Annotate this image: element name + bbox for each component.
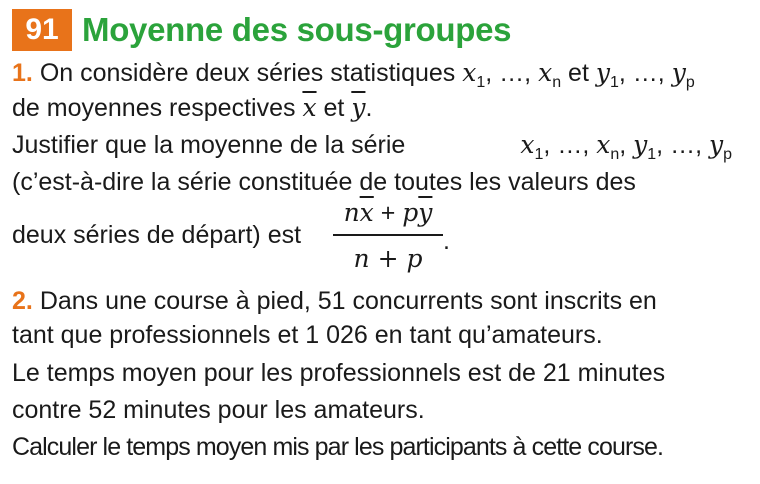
q1-line-5 [12,220,301,250]
math-sub: p [685,74,695,91]
q2-line-5-text: Calculer le temps moyen mis par les participants à cette course. [12,433,664,461]
math-x: x [538,58,553,87]
math-dots: , …, [485,59,539,87]
q1-line-4-text: (c’est-à-dire la série constituée de toutes les valeurs des [12,168,636,196]
exercise-title: Moyenne des sous-groupes [82,11,512,48]
mean-fraction [333,198,443,274]
q1-line-3 [12,130,732,170]
text-et: et [568,59,589,87]
fraction-numerator [333,198,443,228]
q1-line-3-text: Justifier que la moyenne de la série [12,131,406,159]
q1-line-2 [12,93,372,123]
q2-line-3-text: Le temps moyen pour les professionnels est de 21 minutes [12,359,666,387]
math-x-bar: $\overline{x}$ [302,93,317,122]
math-sub: 1 [476,74,486,91]
math-dots: , …, [543,131,597,159]
q1-label: 1. [12,59,33,87]
text-et: et [323,94,345,122]
math-p: p [402,198,419,227]
math-sub: p [723,146,732,163]
math-y: y [708,130,724,159]
exercise-number-badge: 91 [12,9,72,51]
math-sub: n [552,74,562,91]
math-x: x [462,58,477,87]
fraction-denominator: n + p [353,244,423,273]
math-x: x [520,130,535,159]
q2-line-4-text: contre 52 minutes pour les amateurs. [12,396,425,424]
math-y-bar: $\overline{y}$ [351,93,366,122]
math-n: n [343,198,360,227]
q1-line-1 [12,58,695,98]
math-y: y [595,58,610,87]
q2-line-3 [12,358,665,388]
math-sub: n [610,146,620,163]
q2-line-1 [12,286,657,316]
q1-line-4 [12,167,732,197]
math-comma: , [619,131,634,159]
q2-line-1-text: Dans une course à pied, 51 concurrents sont inscrits en [39,287,657,315]
q2-line-5 [12,432,663,462]
math-y: y [633,130,648,159]
q2-line-2 [12,320,603,350]
math-y: y [671,58,686,87]
period: . [365,94,373,122]
fraction-bar [333,234,443,236]
q1-line-2-text: de moyennes respectives [12,94,296,122]
q1-line-3-math [520,130,732,170]
q2-label: 2. [12,287,33,315]
exercise-header [12,8,511,52]
q2-line-2-text: tant que professionnels et 1 026 en tant qu’amateurs. [12,321,603,349]
math-sub: 1 [534,146,544,163]
math-x: x [596,130,611,159]
q1-line-1-text: On considère deux séries statistiques [39,59,456,87]
q1-line-5-text: deux séries de départ) est [12,221,302,249]
math-sub: 1 [609,74,619,91]
math-dots: , …, [618,59,672,87]
math-x-bar: $\overline{x}$ [359,198,374,227]
math-sub: 1 [647,146,657,163]
math-plus: + [373,199,403,227]
q2-line-4 [12,395,425,425]
math-y-bar: $\overline{y}$ [418,198,433,227]
math-dots: , …, [656,131,709,159]
fraction-period: . [443,227,450,255]
